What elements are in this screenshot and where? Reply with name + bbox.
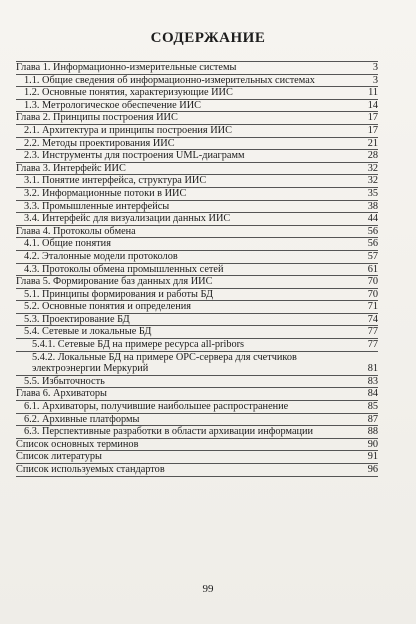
toc-entry-page: 90 (367, 438, 378, 450)
page-number: 99 (202, 583, 214, 595)
toc-entry-title: 4.2. Эталонные модели протоколов (24, 250, 178, 262)
toc-entry-page: 77 (367, 339, 378, 351)
toc-entry-page: 44 (367, 213, 378, 225)
toc-entry-title: Глава 4. Протоколы обмена (16, 225, 136, 237)
toc-entry (16, 464, 378, 477)
toc-entry (16, 75, 378, 88)
page-title: СОДЕРЖАНИЕ (150, 30, 266, 46)
toc-entry-title: Список основных терминов (16, 438, 139, 450)
toc-entry-title: 4.3. Протоколы обмена промышленных сетей (24, 263, 224, 275)
toc-entry (16, 301, 378, 314)
toc-entry-page: 70 (367, 276, 378, 288)
toc-entry-page: 70 (367, 288, 378, 300)
toc-entry (16, 401, 378, 414)
toc-entry (16, 289, 378, 302)
toc-entry-page: 81 (367, 363, 378, 375)
toc-entry (16, 163, 378, 176)
toc-entry-title: 5.4. Сетевые и локальные БД (24, 326, 152, 338)
toc-entry-title: 3.1. Понятие интерфейса, структура ИИС (24, 175, 207, 187)
toc-entry (16, 352, 378, 376)
toc-entry-page: 96 (367, 464, 378, 475)
toc-entry (16, 439, 378, 452)
toc-entry-title: Глава 5. Формирование баз данных для ИИС (16, 276, 213, 288)
toc-entry-page: 3 (372, 62, 378, 73)
toc-entry-page: 28 (367, 150, 378, 162)
toc-entry-title: Список литературы (16, 451, 102, 463)
toc-entry (16, 388, 378, 401)
toc-entry-page: 74 (367, 313, 378, 325)
toc-entry-title: 2.1. Архитектура и принципы построения ИИС (24, 124, 232, 136)
toc-entry-title: 5.3. Проектирование БД (24, 313, 130, 325)
toc-entry-page: 3 (372, 74, 378, 86)
toc-entry-page: 87 (367, 413, 378, 425)
toc-entry-page: 14 (367, 99, 378, 111)
toc-entry-page: 88 (367, 426, 378, 438)
toc-entry (16, 150, 378, 163)
toc-entry (16, 314, 378, 327)
toc-entry-page: 84 (367, 388, 378, 400)
toc-entry-title: 4.1. Общие понятия (24, 238, 111, 250)
toc-entry-title: 1.3. Метрологическое обеспечение ИИС (24, 99, 202, 111)
toc-entry (16, 138, 378, 151)
toc-entry-title: 2.2. Методы проектирования ИИС (24, 137, 175, 149)
toc-entry-page: 85 (367, 401, 378, 413)
toc-entry-title: 2.3. Инструменты для построения UML-диаграмм (24, 150, 245, 162)
toc-entry-title: 3.3. Промышленные интерфейсы (24, 200, 170, 212)
toc-entry-page: 83 (367, 375, 378, 387)
toc-entry-page: 35 (367, 187, 378, 199)
toc-entry (16, 175, 378, 188)
toc-entry-title: 6.2. Архивные платформы (24, 413, 140, 425)
toc-entry-title: 3.2. Информационные потоки в ИИС (24, 187, 187, 199)
toc-entry-title: 5.4.2. Локальные БД на примере OPC-сервера для счетчиков электроэнергии Меркурий (32, 351, 297, 375)
toc-entry (16, 112, 378, 125)
toc-entry-title: Глава 2. Принципы построения ИИС (16, 112, 178, 124)
toc-entry-page: 71 (367, 301, 378, 313)
toc-entry (16, 251, 378, 264)
toc-entry-page: 77 (367, 326, 378, 338)
toc-entry (16, 238, 378, 251)
table-of-contents (16, 61, 378, 477)
toc-entry-page: 56 (367, 225, 378, 237)
toc-entry (16, 276, 378, 289)
toc-entry-page: 11 (368, 87, 378, 99)
toc-entry (16, 201, 378, 214)
toc-entry-page: 17 (367, 124, 378, 136)
toc-entry-page: 56 (367, 238, 378, 250)
toc-entry (16, 451, 378, 464)
toc-entry-title: 5.1. Принципы формирования и работы БД (24, 288, 214, 300)
toc-entry-title: 5.4.1. Сетевые БД на примере ресурса all-pribors (32, 339, 245, 351)
toc-entry-page: 61 (367, 263, 378, 275)
toc-entry-title: 1.2. Основные понятия, характеризующие ИИС (24, 87, 233, 99)
toc-entry-page: 91 (367, 451, 378, 463)
toc-entry-page: 32 (367, 162, 378, 174)
toc-entry (16, 226, 378, 239)
toc-entry (16, 339, 378, 352)
toc-entry-title: 1.1. Общие сведения об информационно-измерительных системах (24, 74, 315, 86)
toc-entry-title: Глава 1. Информационно-измерительные системы (16, 62, 237, 73)
toc-entry-title: Глава 3. Интерфейс ИИС (16, 162, 126, 174)
toc-entry (16, 326, 378, 339)
toc-entry-page: 21 (367, 137, 378, 149)
toc-entry-title: Список используемых стандартов (16, 464, 165, 475)
toc-entry-page: 38 (367, 200, 378, 212)
toc-entry-title: 5.5. Избыточность (24, 375, 105, 387)
toc-entry-page: 57 (367, 250, 378, 262)
toc-entry (16, 414, 378, 427)
toc-entry (16, 125, 378, 138)
toc-entry-page: 32 (367, 175, 378, 187)
toc-entry-title: 3.4. Интерфейс для визуализации данных ИИС (24, 213, 231, 225)
toc-entry (16, 188, 378, 201)
toc-entry (16, 87, 378, 100)
toc-entry (16, 264, 378, 277)
toc-entry (16, 100, 378, 113)
toc-entry (16, 426, 378, 439)
toc-entry-title: Глава 6. Архиваторы (16, 388, 107, 400)
toc-entry (16, 62, 378, 75)
toc-entry-title: 6.3. Перспективные разработки в области архивации информации (24, 426, 314, 438)
toc-entry (16, 376, 378, 389)
toc-entry (16, 213, 378, 226)
toc-entry-title: 6.1. Архиваторы, получившие наибольшее распространение (24, 401, 289, 413)
toc-entry-title: 5.2. Основные понятия и определения (24, 301, 191, 313)
toc-entry-page: 17 (367, 112, 378, 124)
